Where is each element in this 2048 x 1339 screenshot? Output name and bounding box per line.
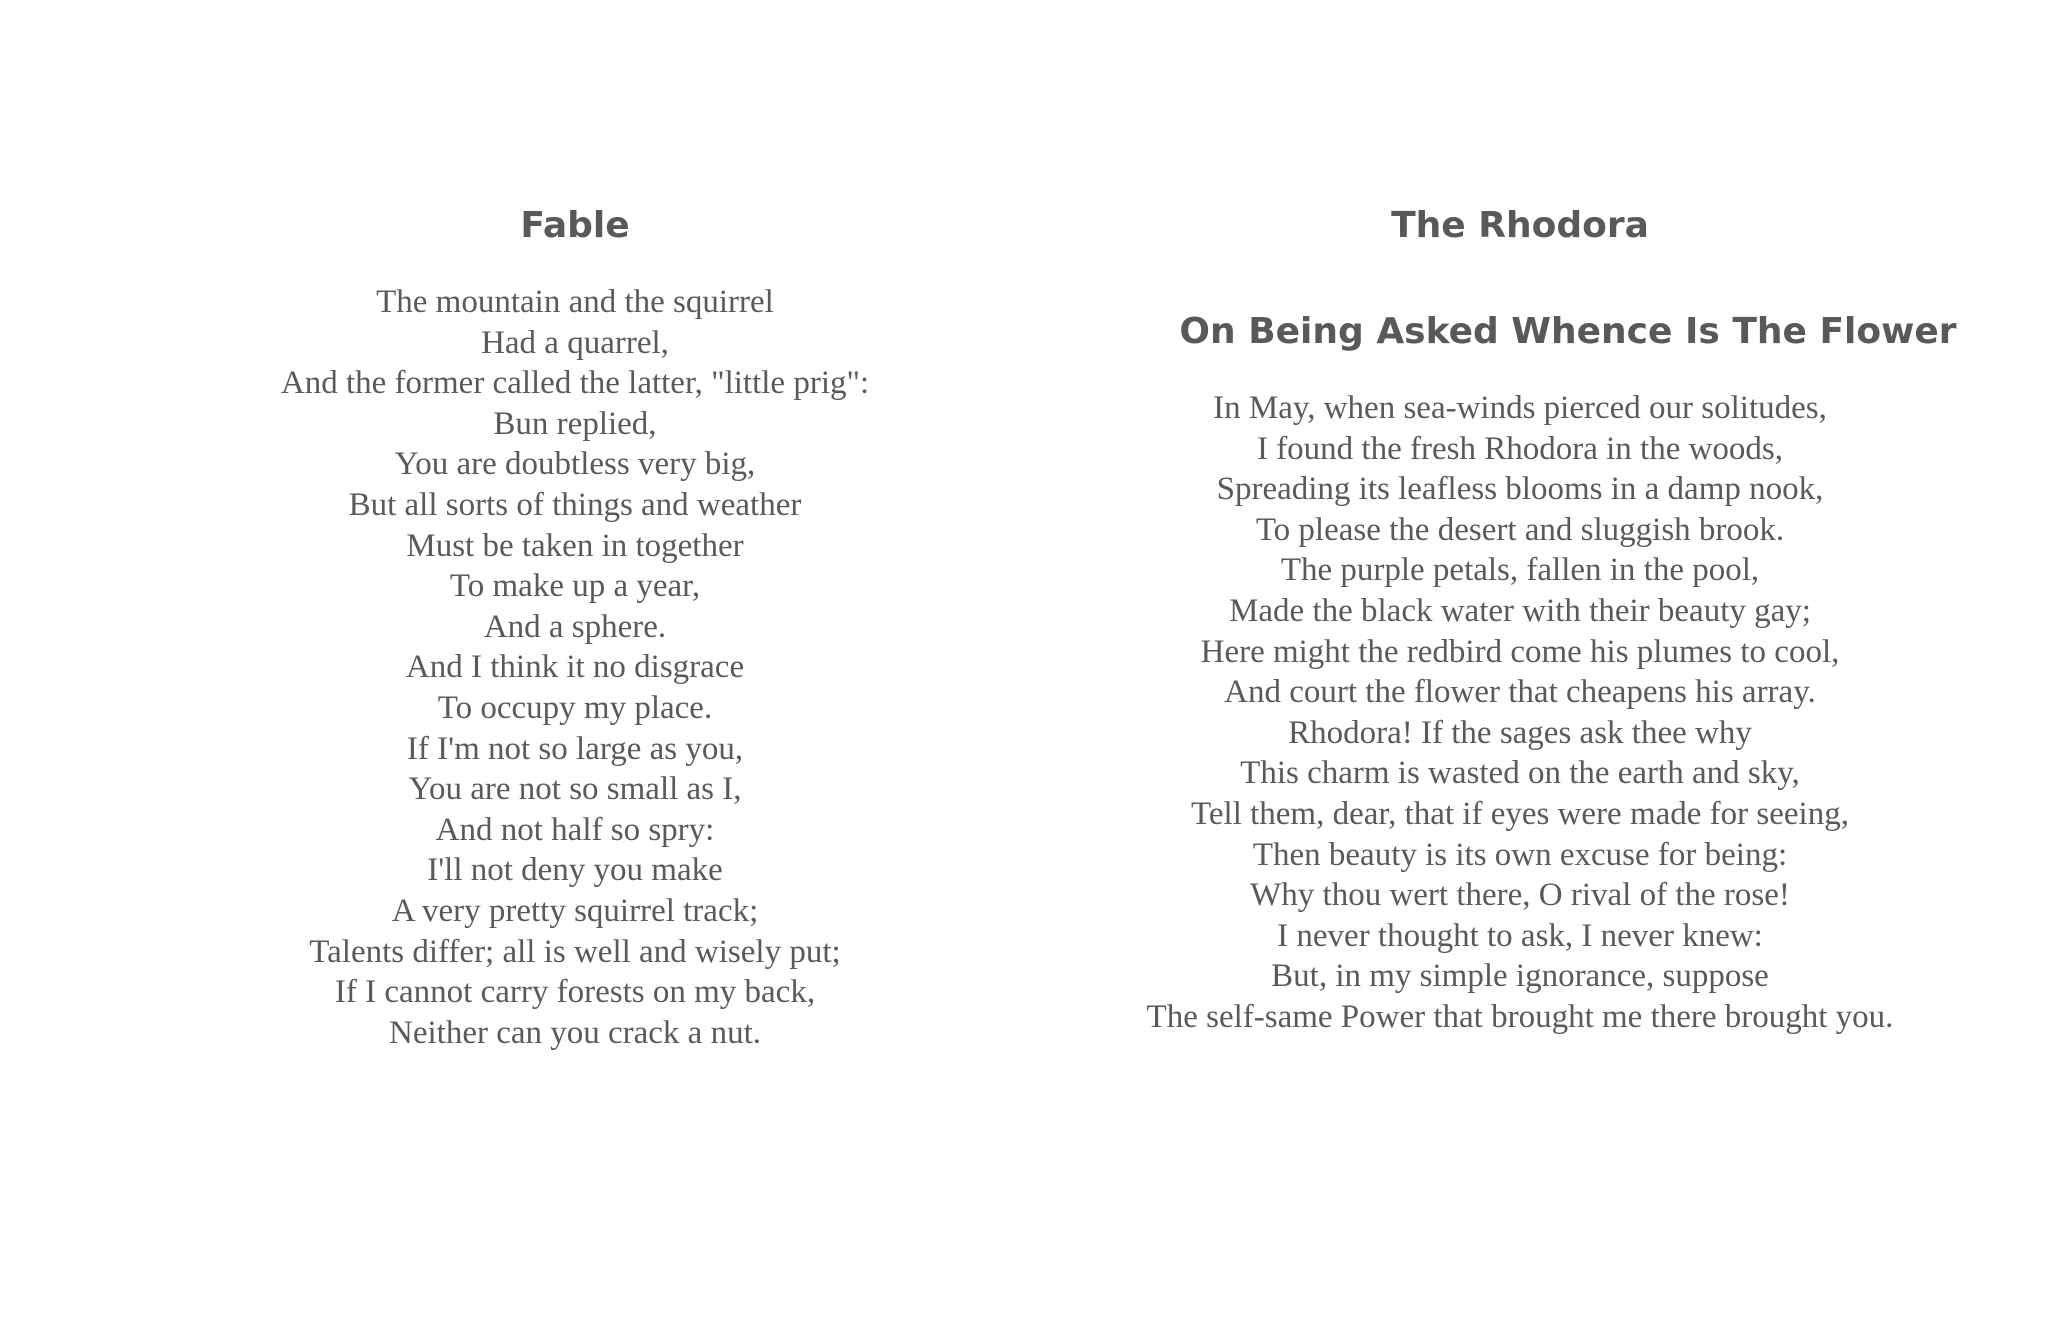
poem-line: To make up a year,: [449, 568, 701, 605]
poem-line: Why thou wert there, O rival of the rose!: [1250, 877, 1790, 914]
poem-line: This charm is wasted on the earth and sky,: [1240, 755, 1800, 792]
poem-line: To please the desert and sluggish brook.: [1255, 511, 1785, 548]
poem-line: And a sphere.: [483, 608, 667, 645]
poem-line: But all sorts of things and weather: [348, 486, 802, 523]
poem-title-fable: Fable: [520, 205, 630, 246]
poem-line: Must be taken in together: [406, 527, 744, 564]
poem-lines-rhodora: [1060, 388, 1980, 1038]
poem-lines-fable: [240, 282, 910, 1053]
poem-line: And not half so spry:: [435, 811, 715, 848]
poem-line: And I think it no disgrace: [405, 649, 745, 686]
poem-line: I never thought to ask, I never knew:: [1277, 917, 1763, 954]
poem-line: Then beauty is its own excuse for being:: [1252, 836, 1788, 873]
poem-line: I found the fresh Rhodora in the woods,: [1256, 430, 1784, 467]
poem-rhodora: [1060, 196, 1980, 1038]
poem-line: The self-same Power that brought me there brought you.: [1146, 998, 1894, 1035]
poem-line: Made the black water with their beauty gay;: [1229, 592, 1811, 629]
poem-line: If I'm not so large as you,: [406, 730, 744, 767]
poem-line: If I cannot carry forests on my back,: [334, 974, 816, 1011]
poem-line: Talents differ; all is well and wisely put;: [309, 933, 841, 970]
poem-line: You are doubtless very big,: [394, 446, 756, 483]
poem-line: And court the flower that cheapens his array.: [1224, 674, 1816, 711]
poem-title-rhodora: The Rhodora: [1391, 205, 1649, 246]
poem-line: A very pretty squirrel track;: [391, 892, 759, 929]
poem-line: And the former called the latter, "little prig":: [280, 365, 870, 402]
poem-line: Bun replied,: [493, 405, 657, 442]
poem-line: The purple petals, fallen in the pool,: [1280, 552, 1760, 589]
poem-line: Had a quarrel,: [481, 324, 669, 361]
poem-line: Here might the redbird come his plumes to cool,: [1200, 633, 1840, 670]
poem-line: You are not so small as I,: [408, 771, 742, 808]
poem-line: Neither can you crack a nut.: [389, 1014, 761, 1051]
poem-line: Rhodora! If the sages ask thee why: [1288, 714, 1752, 751]
poem-subtitle-rhodora: On Being Asked Whence Is The Flower: [1179, 311, 1957, 352]
poem-line: I'll not deny you make: [427, 852, 723, 889]
poem-line: But, in my simple ignorance, suppose: [1271, 958, 1769, 995]
poem-line: In May, when sea-winds pierced our solitudes,: [1213, 390, 1827, 426]
poem-fable: [240, 196, 910, 1053]
poem-line: Spreading its leafless blooms in a damp nook,: [1216, 471, 1824, 508]
poem-line: Tell them, dear, that if eyes were made for seeing,: [1191, 795, 1849, 832]
poem-line: The mountain and the squirrel: [376, 284, 774, 320]
poem-line: To occupy my place.: [437, 689, 713, 726]
